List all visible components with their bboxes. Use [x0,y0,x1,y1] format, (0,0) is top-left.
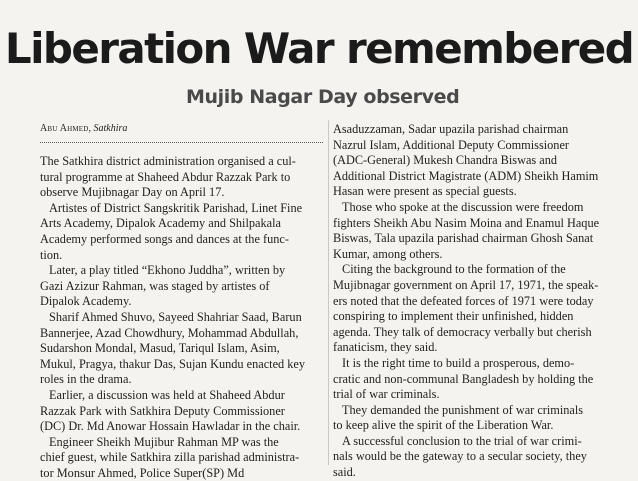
article-line: said. [333,465,356,480]
article-line: Earlier, a discussion was held at Shaheed Abdur [49,387,285,402]
article-line: Engineer Sheikh Mujibur Rahman MP was the [49,434,279,449]
subheadline: Mujib Nagar Day observed [186,86,460,108]
article-line: Bannerjee, Azad Chowdhury, Mohammad Abdullah, [40,325,299,340]
article-line: fighters Sheikh Abu Nasim Moina and Enamul Haque [333,215,600,230]
article-line: Those who spoke at the discussion were freedom [342,199,584,214]
article-line: ers noted that the defeated forces of 1971 were today [333,293,594,308]
byline [40,122,127,136]
article-line: Nazrul Islam, Additional Deputy Commissioner [333,137,570,152]
article-line: nals would be the gateway to a secular society, they [333,449,587,464]
article-line: Dipalok Academy. [40,294,132,309]
article-line: to keep alive the spirit of the Liberation War. [333,418,554,433]
article-line: (ADC-General) Mukesh Chandra Biswas and [333,153,558,168]
article-line: Mukul, Pragya, thakur Das, Sujan Kundu enacted key [40,356,306,371]
article-line: Asaduzzaman, Sadar upazila parishad chairman [333,122,569,136]
article-line: Citing the background to the formation of the [342,262,566,277]
article-line: Sharif Ahmed Shuvo, Sayeed Shahriar Saad, Barun [49,309,302,324]
article-line: Razzak Park with Satkhira Deputy Commissioner [40,403,285,418]
article-line: observe Mujibnagar Day on April 17. [40,185,225,200]
article-line: Biswas, Tala upazila parishad chairman Ghosh Sanat [333,231,594,246]
byline-separator: , [88,123,94,134]
article-line: Academy performed songs and dances at the func- [40,231,289,246]
article-line: Sudarshon Mondal, Masud, Tariqul Islam, Asim, [40,341,280,356]
article-line: fanaticism, they said. [333,340,438,355]
article-line: chief guest, while Satkhira zilla parishad administra- [40,450,300,465]
byline-author: Abu Ahmed [40,123,89,134]
article-line: conspiring to implement their unfinished, hidden [333,309,574,324]
article-left-column [40,154,330,481]
article-line: Hasan were present as special guests. [333,184,517,199]
article-line: Gazi Azizur Rahman, was staged by artistes of [40,278,270,293]
article-line: (DC) Dr. Md Anowar Hossain Hawladar in the chair. [40,419,301,434]
article-line: agenda. They talk of democracy verbally but cherish [333,324,592,339]
article-line: They demanded the punishment of war criminals [342,402,584,417]
article-line: tural programme at Shaheed Abdur Razzak Park to [40,169,291,184]
article-line: Artistes of District Sangskritik Parishad, Linet Fine [49,200,303,215]
article-line: Arts Academy, Dipalok Academy and Shilpakala [40,216,281,231]
article-line: Additional District Magistrate (ADM) Sheikh Hamim [333,168,599,183]
article-line: A successful conclusion to the trial of war crimi- [342,433,582,448]
article-line: Mujibnagar government on April 17, 1971, the speak- [333,277,599,292]
article-line: roles in the drama. [40,372,132,387]
article-line: tion. [40,247,63,262]
article-line: Later, a play titled “Ekhono Juddha”, written by [49,263,286,278]
byline-location: Satkhira [93,123,128,134]
article-line: trial of war criminals. [333,387,440,402]
article-line: It is the right time to build a prosperous, demo- [342,355,575,370]
headline: Liberation War remembered [4,24,634,73]
byline-dotted-rule [40,142,323,143]
article-line: cratic and non-communal Bangladesh by holding the [333,371,594,386]
article-line: tor Monsur Ahmed, Police Super(SP) Md [40,465,245,480]
article-line: The Satkhira district administration organised a cul- [40,154,296,168]
article-line: Kumar, among others. [333,246,443,261]
article-right-column [333,122,633,481]
